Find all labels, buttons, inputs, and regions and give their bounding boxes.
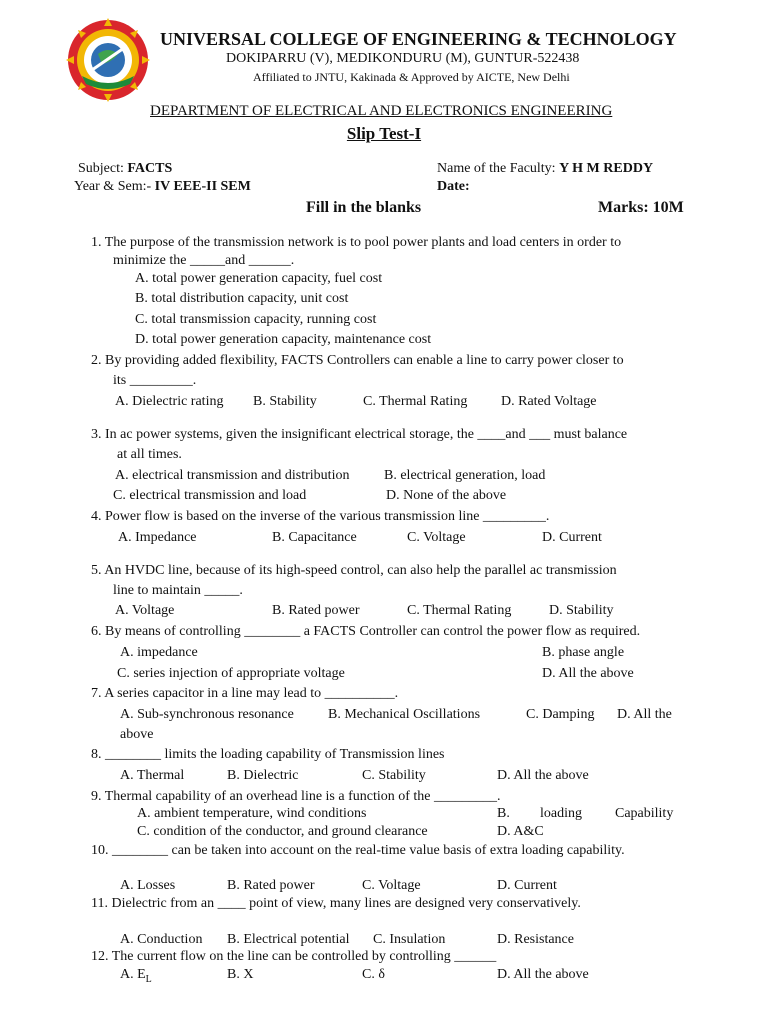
question-2-option-b: B. Stability — [253, 394, 317, 409]
section-title: Fill in the blanks — [306, 199, 422, 216]
marks-label: Marks: 10M — [598, 199, 684, 216]
question-5-option-b: B. Rated power — [272, 603, 360, 618]
question-10-text: 10. ________ can be taken into account on the real-time value basis of extra loading capability. — [91, 843, 625, 858]
question-12-option-a-subscript: L — [145, 973, 152, 985]
question-5-text-cont: line to maintain _____. — [113, 583, 243, 598]
year-line — [74, 179, 251, 195]
question-3-option-c: C. electrical transmission and load — [113, 488, 307, 503]
question-6-option-a: A. impedance — [120, 645, 198, 660]
question-6-option-c: C. series injection of appropriate voltage — [117, 666, 345, 681]
question-12-text: 12. The current flow on the line can be controlled by controlling ______ — [91, 949, 497, 964]
subject-value: FACTS — [127, 161, 173, 176]
question-1-option-a: A. total power generation capacity, fuel cost — [135, 271, 383, 286]
question-6-option-b: B. phase angle — [542, 645, 625, 660]
question-2-text: 2. By providing added flexibility, FACTS Controllers can enable a line to carry power closer to — [91, 353, 624, 368]
question-3-text: 3. In ac power systems, given the insignificant electrical storage, the ____and ___ must balance — [91, 427, 628, 442]
test-title: Slip Test-I — [346, 124, 422, 143]
question-7-option-b: B. Mechanical Oscillations — [328, 707, 481, 722]
question-11-text: 11. Dielectric from an ____ point of view, many lines are designed very conservatively. — [91, 896, 581, 911]
question-4-option-a: A. Impedance — [118, 530, 197, 545]
question-9-option-b-word2: Capability — [615, 806, 674, 821]
question-7-option-c: C. Damping — [526, 707, 595, 722]
college-seal-logo-icon — [66, 18, 150, 102]
question-12-option-c: C. δ — [362, 967, 385, 982]
question-9-option-b: B. — [497, 806, 510, 821]
question-7-option-d: D. All the — [617, 707, 672, 722]
question-5-option-c: C. Thermal Rating — [407, 603, 512, 618]
question-5-option-a: A. Voltage — [115, 603, 175, 618]
question-2-option-a: A. Dielectric rating — [115, 394, 224, 409]
question-10-option-b: B. Rated power — [227, 878, 315, 893]
subject-label: Subject: — [78, 161, 128, 176]
question-1-option-c: C. total transmission capacity, running cost — [135, 312, 377, 327]
question-1-text-cont: minimize the _____and ______. — [113, 253, 295, 268]
faculty-value: Y H M REDDY — [559, 161, 654, 176]
question-9-option-a: A. ambient temperature, wind conditions — [137, 806, 367, 821]
year-label: Year & Sem:- — [74, 179, 155, 194]
college-address: DOKIPARRU (V), MEDIKONDURU (M), GUNTUR-522438 — [226, 51, 580, 66]
question-6-option-d: D. All the above — [542, 666, 634, 681]
question-9-option-b-word: loading — [540, 806, 582, 821]
college-affiliation: Affiliated to JNTU, Kakinada & Approved by AICTE, New Delhi — [253, 70, 570, 84]
question-3-text-cont: at all times. — [117, 447, 182, 462]
question-4-option-b: B. Capacitance — [272, 530, 357, 545]
question-2-option-d: D. Rated Voltage — [501, 394, 597, 409]
question-11-option-b: B. Electrical potential — [227, 932, 350, 947]
question-12-option-d: D. All the above — [497, 967, 589, 982]
question-4-option-d: D. Current — [542, 530, 602, 545]
question-5-option-d: D. Stability — [549, 603, 614, 618]
question-4-option-c: C. Voltage — [407, 530, 466, 545]
question-8-text: 8. ________ limits the loading capability of Transmission lines — [91, 747, 445, 762]
question-11-option-d: D. Resistance — [497, 932, 574, 947]
college-logo — [66, 18, 150, 102]
question-3-option-a: A. electrical transmission and distribution — [115, 468, 350, 483]
department-title: DEPARTMENT OF ELECTRICAL AND ELECTRONICS ENGINEERING — [150, 103, 613, 119]
question-12-option-b: B. X — [227, 967, 254, 982]
question-6-text: 6. By means of controlling ________ a FACTS Controller can control the power flow as required. — [91, 624, 641, 639]
question-10-option-d: D. Current — [497, 878, 557, 893]
faculty-label: Name of the Faculty: — [437, 161, 560, 176]
subject-line — [78, 161, 172, 177]
question-7-text: 7. A series capacitor in a line may lead to __________. — [91, 686, 399, 701]
question-1-option-d: D. total power generation capacity, maintenance cost — [135, 332, 432, 347]
question-7-option-a: A. Sub-synchronous resonance — [120, 707, 294, 722]
question-11-option-a: A. Conduction — [120, 932, 203, 947]
question-9-option-d: D. A&C — [497, 824, 544, 839]
question-9-option-c: C. condition of the conductor, and ground clearance — [137, 824, 428, 839]
question-2-option-c: C. Thermal Rating — [363, 394, 468, 409]
question-4-text: 4. Power flow is based on the inverse of the various transmission line _________. — [91, 509, 550, 524]
question-1-text: 1. The purpose of the transmission network is to pool power plants and load centers in order to — [91, 235, 622, 250]
date-label: Date: — [437, 179, 470, 194]
faculty-line — [437, 161, 653, 177]
question-8-option-b: B. Dielectric — [227, 768, 299, 783]
question-11-option-c: C. Insulation — [373, 932, 446, 947]
college-name: UNIVERSAL COLLEGE OF ENGINEERING & TECHNOLOGY — [160, 29, 677, 49]
question-10-option-c: C. Voltage — [362, 878, 421, 893]
year-value: IV EEE-II SEM — [154, 179, 251, 194]
question-8-option-a: A. Thermal — [120, 768, 185, 783]
question-2-text-cont: its _________. — [113, 373, 197, 388]
question-3-option-b: B. electrical generation, load — [384, 468, 546, 483]
question-8-option-d: D. All the above — [497, 768, 589, 783]
question-5-text: 5. An HVDC line, because of its high-speed control, can also help the parallel ac transmission — [91, 563, 617, 578]
question-9-text: 9. Thermal capability of an overhead line is a function of the _________. — [91, 789, 501, 804]
question-10-option-a: A. Losses — [120, 878, 176, 893]
question-7-option-d-cont: above — [120, 727, 154, 742]
question-8-option-c: C. Stability — [362, 768, 426, 783]
question-1-option-b: B. total distribution capacity, unit cost — [135, 291, 349, 306]
question-12-option-a-label: A. E — [120, 967, 146, 982]
question-12-option-a — [120, 967, 152, 985]
question-3-option-d: D. None of the above — [386, 488, 507, 503]
